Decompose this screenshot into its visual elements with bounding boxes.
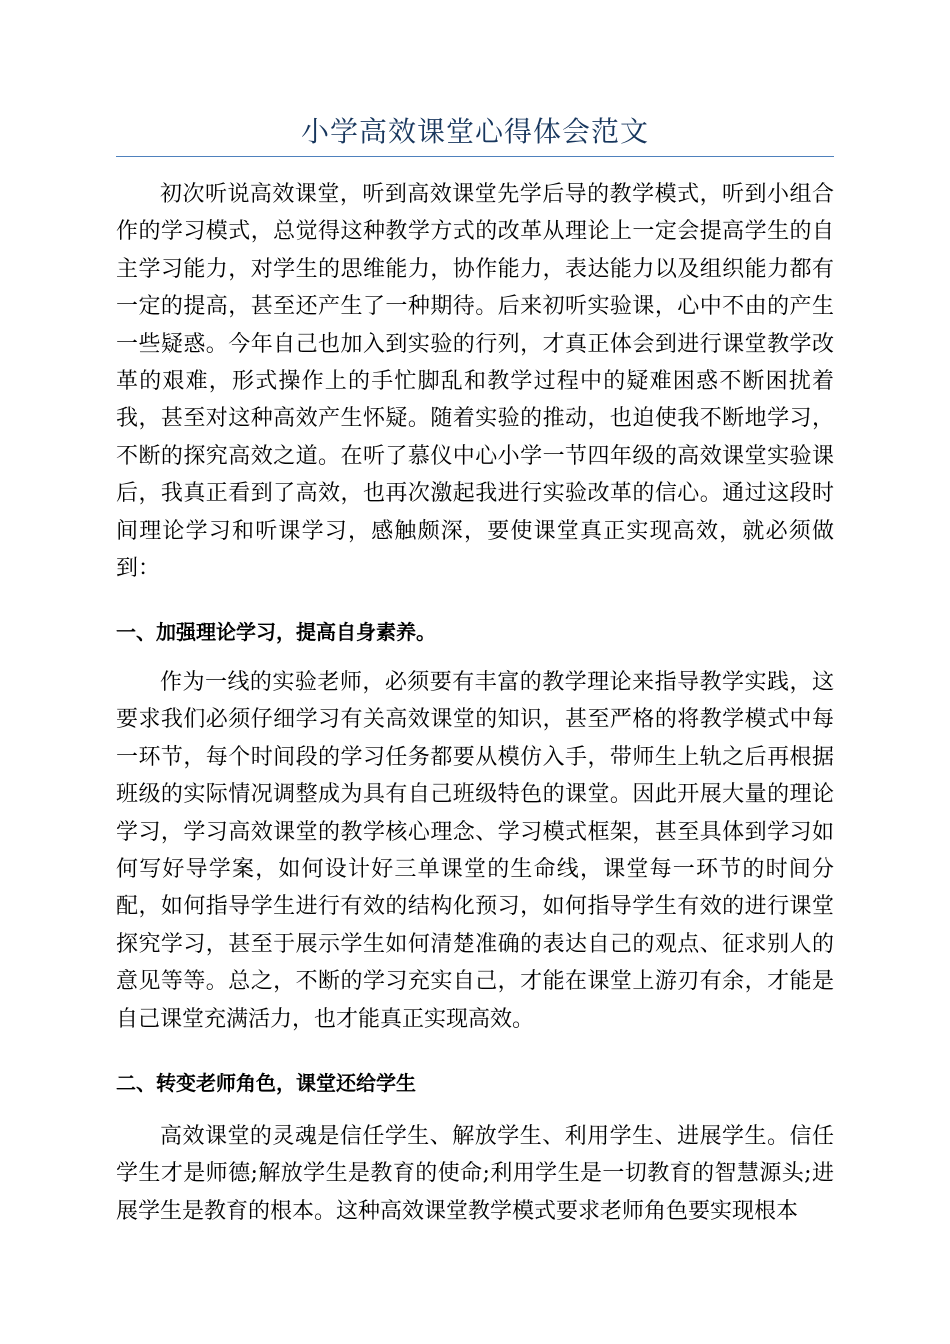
paragraph-section-2: 高效课堂的灵魂是信任学生、解放学生、利用学生、进展学生。信任学生才是师德;解放学生是教育的使命;利用学生是一切教育的智慧源头;进展学生是教育的根本。这种高效课堂教学模式要求老师角色要实现根本 <box>116 1124 834 1224</box>
page-title: 小学高效课堂心得体会范文 <box>300 115 649 148</box>
title-block <box>116 110 834 157</box>
section-heading-2: 二、转变老师角色，课堂还给学生 <box>116 1071 416 1095</box>
paragraph-intro: 初次听说高效课堂，听到高效课堂先学后导的教学模式，听到小组合作的学习模式，总觉得这种教学方式的改革从理论上一定会提高学生的自主学习能力，对学生的思维能力，协作能力，表达能力以及组织能力都有一定的提高，甚至还产生了一种期待。后来初听实验课，心中不由的产生一些疑惑。今年自己也加入到实验的行列，才真正体会到进行课堂教学改革的艰难，形式操作上的手忙脚乱和教学过程中的疑难困惑不断困扰着我，甚至对这种高效产生怀疑。随着实验的推动，也迫使我不断地学习，不断的探究高效之道。在听了慕仪中心小学一节四年级的高效课堂实验课后，我真正看到了高效，也再次激起我进行实验改革的信心。通过这段时间理论学习和听课学习，感触颇深，要使课堂真正实现高效，就必须做到： <box>116 182 834 582</box>
section-heading-1: 一、加强理论学习，提高自身素养。 <box>116 620 436 644</box>
paragraph-section-1: 作为一线的实验老师，必须要有丰富的教学理论来指导教学实践，这要求我们必须仔细学习有关高效课堂的知识，甚至严格的将教学模式中每一环节，每个时间段的学习任务都要从模仿入手，带师生上轨之后再根据班级的实际情况调整成为具有自己班级特色的课堂。因此开展大量的理论学习，学习高效课堂的教学核心理念、学习模式框架，甚至具体到学习如何写好导学案，如何设计好三单课堂的生命线，课堂每一环节的时间分配，如何指导学生进行有效的结构化预习，如何指导学生有效的进行课堂探究学习，甚至于展示学生如何清楚准确的表达自己的观点、征求别人的意见等等。总之，不断的学习充实自己，才能在课堂上游刃有余，才能是自己课堂充满活力，也才能真正实现高效。 <box>116 670 834 1032</box>
